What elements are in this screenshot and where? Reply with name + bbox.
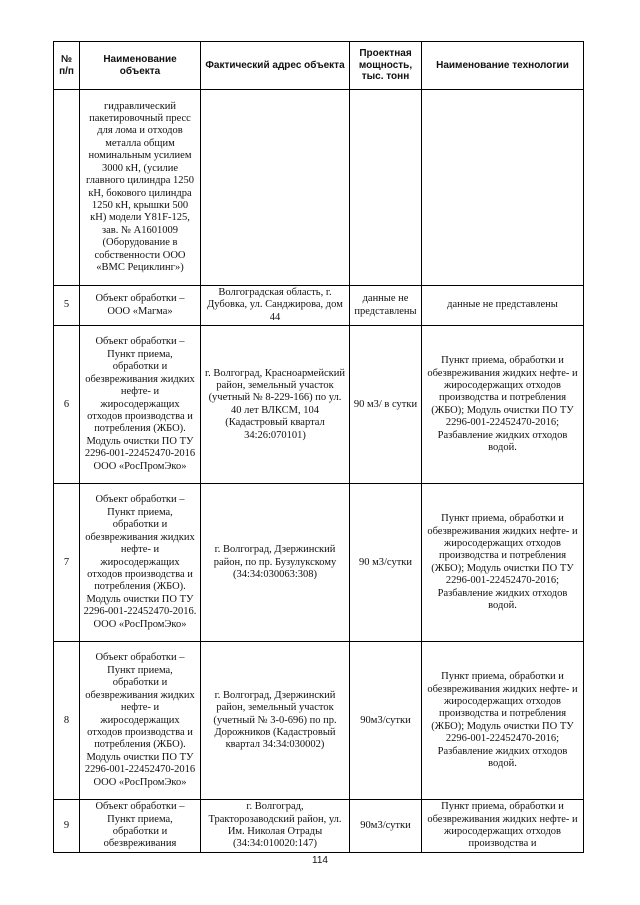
- row-number: [54, 90, 80, 286]
- object-name: Объект обработки – ООО «Магма»: [80, 286, 201, 326]
- object-capacity: 90м3/сутки: [350, 800, 422, 853]
- object-technology: Пункт приема, обработки и обезвреживания жидких нефте- и жиросодержащих отходов производства и потребления (ЖБО); Модуль очистки ПО ТУ 2296-001-22452470-2016; Разбавление жидких отходов водой.: [422, 484, 584, 642]
- table-row: [54, 286, 584, 326]
- row-number: 8: [54, 642, 80, 800]
- object-technology: Пункт приема, обработки и обезвреживания жидких нефте- и жиросодержащих отходов производства и: [422, 800, 584, 853]
- object-technology: [422, 90, 584, 286]
- object-capacity: 90 м3/ в сутки: [350, 326, 422, 484]
- object-address: г. Волгоград, Дзержинский район, по пр. Бузулукскому (34:34:030063:308): [201, 484, 350, 642]
- row-number: 6: [54, 326, 80, 484]
- page-number: 114: [312, 855, 328, 866]
- object-name: Объект обработки – Пункт приема, обработки и обезвреживания жидких нефте- и жиросодержащих отходов производства и потребления (ЖБО). Модуль очистки ПО ТУ 2296-001-22452470-2016. ООО «РосПромЭко»: [80, 484, 201, 642]
- object-technology: Пункт приема, обработки и обезвреживания жидких нефте- и жиросодержащих отходов производства и потребления (ЖБО); Модуль очистки ПО ТУ 2296-001-22452470-2016; Разбавление жидких отходов водой.: [422, 642, 584, 800]
- table-row: [54, 800, 584, 853]
- object-address: г. Волгоград, Дзержинский район, земельный участок (учетный № 3-0-696) по пр. Дорожников (Кадастровый квартал 34:34:030002): [201, 642, 350, 800]
- object-capacity: [350, 90, 422, 286]
- object-capacity: данные не представлены: [350, 286, 422, 326]
- row-number: 9: [54, 800, 80, 853]
- table-row: [54, 642, 584, 800]
- object-capacity: 90м3/сутки: [350, 642, 422, 800]
- object-technology: данные не представлены: [422, 286, 584, 326]
- object-address: [201, 90, 350, 286]
- object-name: Объект обработки – Пункт приема, обработки и обезвреживания: [80, 800, 201, 853]
- table-row: [54, 484, 584, 642]
- object-name: Объект обработки – Пункт приема, обработки и обезвреживания жидких нефте- и жиросодержащих отходов производства и потребления (ЖБО). Модуль очистки ПО ТУ 2296-001-22452470-2016 ООО «РосПромЭко»: [80, 326, 201, 484]
- table-row: [54, 326, 584, 484]
- row-number: 7: [54, 484, 80, 642]
- table-header-row: [54, 42, 584, 90]
- object-name: Объект обработки – Пункт приема, обработки и обезвреживания жидких нефте- и жиросодержащих отходов производства и потребления (ЖБО). Модуль очистки ПО ТУ 2296-001-22452470-2016 ООО «РосПромЭко»: [80, 642, 201, 800]
- object-address: г. Волгоград, Тракторозаводский район, ул. Им. Николая Отрады (34:34:010020:147): [201, 800, 350, 853]
- object-name: гидравлический пакетировочный пресс для лома и отходов металла общим номинальным усилием 3000 кН, (усилие главного цилиндра 1250 кН, бокового цилиндра 1250 кН, крышки 500 кН) модели Y81F-125, зав. № A1601009 (Оборудование в собственности ООО «ВМС Рециклинг»): [80, 90, 201, 286]
- table-row: [54, 90, 584, 286]
- header-capacity: Проектная мощность, тыс. тонн: [350, 42, 422, 90]
- object-address: г. Волгоград, Красноармейский район, земельный участок (учетный № 8-229-166) по ул. 40 лет ВЛКСМ, 104 (Кадастровый квартал 34:26:070101): [201, 326, 350, 484]
- registry-table: [53, 41, 584, 853]
- header-address: Фактический адрес объекта: [201, 42, 350, 90]
- header-technology: Наименование технологии: [422, 42, 584, 90]
- header-number: № п/п: [54, 42, 80, 90]
- object-address: Волгоградская область, г. Дубовка, ул. Санджирова, дом 44: [201, 286, 350, 326]
- row-number: 5: [54, 286, 80, 326]
- object-technology: Пункт приема, обработки и обезвреживания жидких нефте- и жиросодержащих отходов производства и потребления (ЖБО); Модуль очистки ПО ТУ 2296-001-22452470-2016; Разбавление жидких отходов водой.: [422, 326, 584, 484]
- object-capacity: 90 м3/сутки: [350, 484, 422, 642]
- header-object-name: Наименование объекта: [80, 42, 201, 90]
